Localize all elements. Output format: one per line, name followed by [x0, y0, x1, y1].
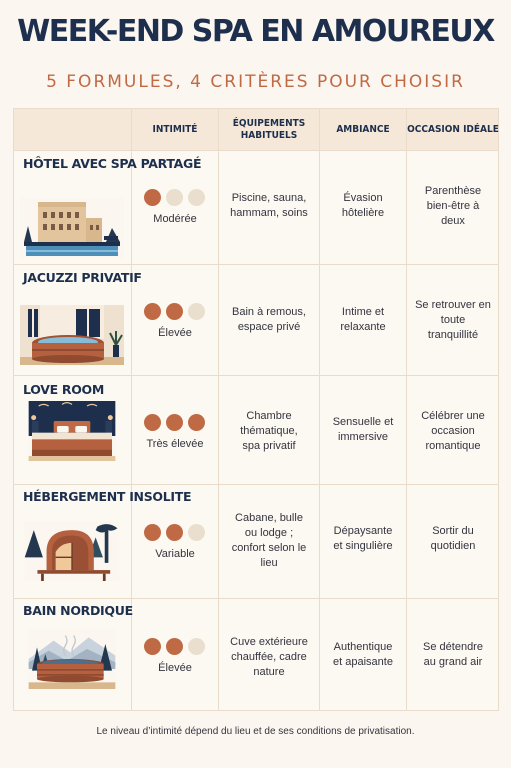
row-name-nordic-bath: BAIN NORDIQUE [23, 603, 133, 618]
hot-tub-icon [20, 305, 124, 365]
grid-line [14, 150, 498, 151]
row-name-insolite: HÉBERGEMENT INSOLITE [23, 489, 192, 504]
footnote: Le niveau d’intimité dépend du lieu et de ses conditions de privatisation. [96, 726, 415, 737]
rating-dot-filled [188, 414, 205, 431]
grid-line [14, 598, 498, 599]
rating-dot-filled [166, 524, 183, 541]
equipment-cell: Chambre thématique, spa privatif [240, 409, 298, 452]
equipment-cell: Cabane, bulle ou lodge ; confort selon le lieu [231, 512, 307, 569]
ambiance-cell: Intime et relaxante [340, 306, 386, 333]
equipment-cell: Cuve extérieure chauffée, cadre nature [230, 635, 308, 678]
page-subtitle: 5 FORMULES, 4 CRITÈRES POUR CHOISIR [46, 72, 465, 92]
row-name-hotel-spa: HÔTEL AVEC SPA PARTAGÉ [23, 156, 202, 171]
intimacy-label: Modérée [153, 212, 197, 225]
ambiance-cell: Authentique et apaisante [333, 641, 393, 668]
occasion-cell: Sortir du quotidien [430, 525, 476, 552]
dome-cabin-icon [20, 521, 124, 581]
occasion-cell: Se détendre au grand air [423, 641, 483, 668]
rating-dot-empty [166, 189, 183, 206]
ambiance-cell: Sensuelle et immersive [332, 416, 394, 443]
occasion-cell: Se retrouver en toute tranquillité [415, 298, 491, 341]
hotel-pool-icon [20, 198, 124, 258]
rating-dot-filled [166, 414, 183, 431]
column-header-equipment: ÉQUIPEMENTS HABITUELS [232, 117, 306, 141]
rating-dot-filled [144, 524, 161, 541]
intimacy-label: Élevée [158, 661, 192, 674]
rating-dot-filled [144, 189, 161, 206]
rating-dot-filled [144, 303, 161, 320]
intimacy-rating [144, 638, 208, 656]
page-title: WEEK-END SPA EN AMOUREUX [17, 14, 494, 49]
column-header-ambiance: AMBIANCE [336, 123, 390, 135]
column-header-intimacy: INTIMITÉ [152, 123, 198, 135]
equipment-cell: Bain à remous, espace privé [232, 306, 306, 333]
intimacy-rating [144, 303, 208, 321]
ambiance-cell: Évasion hôtelière [341, 192, 385, 219]
intimacy-rating [144, 414, 208, 432]
occasion-cell: Célébrer une occasion romantique [421, 409, 485, 452]
row-name-jacuzzi: JACUZZI PRIVATIF [23, 270, 142, 285]
rating-dot-empty [188, 638, 205, 655]
intimacy-label: Élevée [158, 326, 192, 339]
comparison-table [13, 108, 499, 711]
column-header-occasion: OCCASION IDÉALE [407, 123, 499, 135]
rating-dot-empty [188, 303, 205, 320]
intimacy-label: Très élevée [146, 437, 204, 450]
grid-line [14, 375, 498, 376]
intimacy-rating [144, 524, 208, 542]
occasion-cell: Parenthèse bien-être à deux [424, 184, 482, 227]
nordic-bath-icon [20, 629, 124, 689]
rating-dot-filled [144, 638, 161, 655]
rating-dot-filled [144, 414, 161, 431]
rating-dot-empty [188, 524, 205, 541]
rating-dot-filled [166, 638, 183, 655]
grid-line [14, 484, 498, 485]
bed-room-icon [20, 401, 124, 461]
row-name-love-room: LOVE ROOM [23, 382, 104, 397]
ambiance-cell: Dépaysante et singulière [333, 525, 393, 552]
intimacy-label: Variable [155, 547, 195, 560]
equipment-cell: Piscine, sauna, hammam, soins [230, 192, 308, 219]
rating-dot-filled [166, 303, 183, 320]
grid-line [131, 109, 132, 710]
rating-dot-empty [188, 189, 205, 206]
intimacy-rating [144, 189, 208, 207]
grid-line [14, 264, 498, 265]
